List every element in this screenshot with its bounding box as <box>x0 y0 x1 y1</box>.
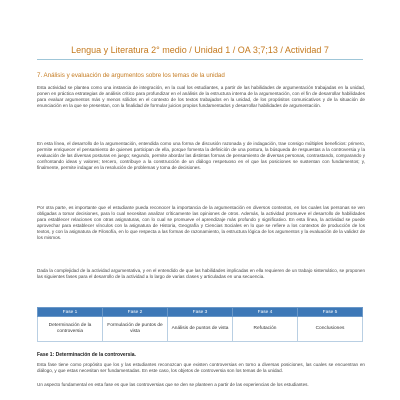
paragraph-argumentation-benefits: En esta línea, el desarrollo de la argumentación, entendida como una forma de discusión razonada y de indagación, trae consigo múltiples beneficios: primero, permite enriquecer el pensamiento de quienes participan de ella, porque fomenta la definición de una postura, la búsqueda de respuestas a la controversia y la evaluación de las diversas posturas en juego; segundo, permite abordar las distintas formas de pensamiento de diversas personas, contrastando, comparando y confrontando ideas y valores; tercero, contribuye a la construcción de un diálogo respetuoso en el que las posiciones se sustentan con fundamentos; y, finalmente, permite indagar en la resolución de problemas y toma de decisiones. <box>37 141 365 171</box>
phase-cell: Refutación <box>233 317 298 342</box>
phase-table <box>37 307 363 342</box>
section-heading: 7. Análisis y evaluación de argumentos sobre los temas de la unidad <box>37 72 225 79</box>
paragraph-context: Por otra parte, es importante que el estudiante pueda reconocer la importancia de la argumentación en diversos contextos, en los cuales las personas se ven obligadas a tomar decisiones, para lo cual necesitan analizar críticamente las opiniones de otros. Además, la actividad promueve el desarrollo de habilidades para establecer relaciones con otras asignaturas, con lo cual se promueve el aprendizaje más profundo y significativo. En esta línea, la actividad se puede aprovechar para establecer vínculos con la asignatura de Historia, Geografía y Ciencias Sociales en lo que se refiere a los contextos de producción de los textos, y con la asignatura de Filosofía, en lo que respecta a las formas de razonamiento, la estructura lógica de los argumentos y la evaluación de la validez de los mismos. <box>37 205 365 241</box>
phase-header: Fase 2 <box>103 308 168 317</box>
paragraph-intro: Esta actividad se plantea como una instancia de integración, en la cual los estudiantes, a partir de las habilidades de argumentación trabajadas en la unidad, ponen en práctica estrategias de análisis crítico para profundizar en el análisis de la estructura interna de la argumentación, con el fin de desarrollar habilidades para evaluar argumentos más y menos sólidos en el contexto de los textos trabajados en la unidad, de los propósitos comunicativos y de la situación de enunciación en la que se presentan, con la finalidad de formular juicios propios fundamentados y desarrollar habilidades de argumentación. <box>37 85 365 109</box>
phase-cell: Determinación de la controversia <box>38 317 103 342</box>
phase-header: Fase 1 <box>38 308 103 317</box>
phase1-paragraph: Un aspecto fundamental en esta fase es que las controversias que se den se planteen a partir de las experiencias de los estudiantes. <box>37 382 309 387</box>
phase-header: Fase 5 <box>298 308 363 317</box>
phase-table-row <box>38 317 363 342</box>
phase-cell: Formulación de puntos de vista <box>103 317 168 342</box>
phase-header: Fase 4 <box>233 308 298 317</box>
phase-cell: Análisis de puntos de vista <box>168 317 233 342</box>
phase-table-header-row <box>38 308 363 317</box>
phase-cell: Conclusiones <box>298 317 363 342</box>
header-divider <box>37 59 363 60</box>
phase1-paragraph: Esta fase tiene como propósito que los y las estudiantes reconozcan que existen controversias en torno a diversas posiciones, las cuales se encuentran en diálogo, y que estas necesitan ser fundamentadas. En este caso, los objetos de controversia son los temas de la unidad. <box>37 362 365 374</box>
phase1-heading: Fase 1: Determinación de la controversia. <box>37 352 136 358</box>
page-title: Lengua y Literatura 2° medio / Unidad 1 / OA 3;7;13 / Actividad 7 <box>71 45 329 55</box>
paragraph-phases-intro: Dada la complejidad de la actividad argumentativa, y en el entendido de que las habilidades implicadas en ella requieren de un trabajo sistemático, se proponen las siguientes fases para el desarrollo de la actividad a lo largo de varias clases y articuladas en una secuencia. <box>37 268 365 280</box>
phase-header: Fase 3 <box>168 308 233 317</box>
